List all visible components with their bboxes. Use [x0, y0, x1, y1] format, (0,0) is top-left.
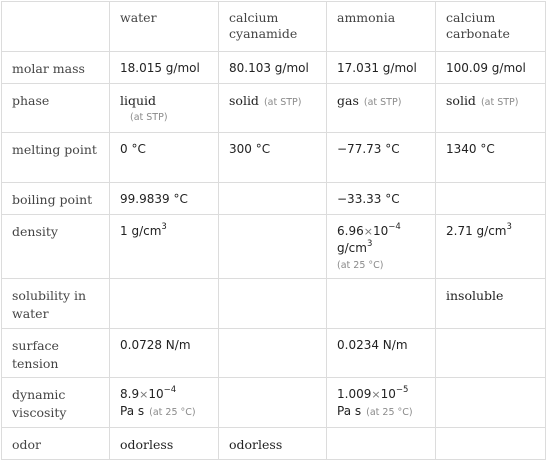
mantissa: 6.96: [337, 224, 364, 238]
row-label-phase: phase: [2, 84, 110, 133]
col-header-calcium-carbonate: calcium carbonate: [436, 2, 546, 52]
phase-condition-note: (at STP): [263, 97, 302, 108]
row-label-boiling-point: boiling point: [2, 183, 110, 215]
density-value: 2.71 g/cm: [446, 224, 507, 238]
cell-density-water: [110, 215, 219, 279]
cell-molar-mass-carbonate: 100.09 g/mol: [436, 52, 546, 84]
phase-condition-note: (at STP): [363, 97, 402, 108]
row-label-molar-mass: molar mass: [2, 52, 110, 84]
cell-phase-cyanamide: [219, 84, 327, 133]
cell-viscosity-water: [110, 378, 219, 428]
cell-viscosity-cyanamide: [219, 378, 327, 428]
cell-molar-mass-cyanamide: 80.103 g/mol: [219, 52, 327, 84]
mantissa: 8.9: [120, 387, 140, 401]
cell-odor-ammonia: [327, 428, 436, 460]
cell-surface-tension-ammonia: 0.0234 N/m: [327, 329, 436, 378]
phase-value: solid: [446, 93, 476, 108]
table-row-molar-mass: [2, 52, 546, 84]
cell-boiling-carbonate: [436, 183, 546, 215]
cell-solubility-cyanamide: [219, 279, 327, 329]
cell-boiling-ammonia: −33.33 °C: [327, 183, 436, 215]
cell-solubility-ammonia: [327, 279, 436, 329]
cell-density-carbonate: [436, 215, 546, 279]
table-row-melting-point: [2, 133, 546, 183]
cell-melting-ammonia: −77.73 °C: [327, 133, 436, 183]
mantissa: 1.009: [337, 387, 372, 401]
cell-odor-water: odorless: [110, 428, 219, 460]
table-row-phase: [2, 84, 546, 133]
cell-melting-water: 0 °C: [110, 133, 219, 183]
times-sign: ×: [139, 388, 149, 401]
cell-melting-cyanamide: 300 °C: [219, 133, 327, 183]
cell-density-cyanamide: [219, 215, 327, 279]
row-label-odor: odor: [2, 428, 110, 460]
col-header-water: water: [110, 2, 219, 52]
col-header-calcium-cyanamide: calcium cyanamide: [219, 2, 327, 52]
viscosity-condition-note: (at 25 °C): [149, 407, 196, 418]
phase-value: liquid: [120, 93, 157, 108]
col-header-ammonia: ammonia: [327, 2, 436, 52]
cell-surface-tension-carbonate: [436, 329, 546, 378]
header-row: [2, 2, 546, 52]
row-label-solubility: solubility in water: [2, 279, 110, 329]
table-row-viscosity: [2, 378, 546, 428]
phase-condition-note: (at STP): [130, 112, 168, 123]
row-label-density: density: [2, 215, 110, 279]
unit: g/cm: [337, 241, 367, 255]
cell-phase-ammonia: [327, 84, 436, 133]
table-row-surface-tension: [2, 329, 546, 378]
cell-surface-tension-water: 0.0728 N/m: [110, 329, 219, 378]
exponent: −4: [163, 385, 177, 395]
cell-melting-carbonate: 1340 °C: [436, 133, 546, 183]
cell-solubility-water: [110, 279, 219, 329]
exponent: 3: [161, 222, 167, 232]
row-label-surface-tension: surface tension: [2, 329, 110, 378]
table-row-boiling-point: [2, 183, 546, 215]
cell-boiling-cyanamide: [219, 183, 327, 215]
cell-viscosity-carbonate: [436, 378, 546, 428]
exponent: −4: [388, 222, 401, 232]
exponent: −5: [395, 385, 409, 395]
density-condition-note: (at 25 °C): [337, 260, 384, 271]
row-label-melting-point: melting point: [2, 133, 110, 183]
cell-solubility-carbonate: insoluble: [436, 279, 546, 329]
density-value: 1 g/cm: [120, 224, 162, 238]
cell-phase-carbonate: [436, 84, 546, 133]
unit-exponent: 3: [366, 239, 373, 249]
properties-table: [1, 1, 546, 460]
cell-viscosity-ammonia: [327, 378, 436, 428]
phase-condition-note: (at STP): [480, 97, 519, 108]
cell-surface-tension-cyanamide: [219, 329, 327, 378]
cell-odor-carbonate: [436, 428, 546, 460]
cell-molar-mass-water: 18.015 g/mol: [110, 52, 219, 84]
exponent: 3: [506, 222, 512, 232]
corner-cell: [2, 2, 110, 52]
base: 10: [380, 387, 396, 401]
base: 10: [372, 224, 389, 238]
cell-density-ammonia: [327, 215, 436, 279]
table-row-odor: [2, 428, 546, 460]
unit: Pa s: [120, 404, 145, 418]
row-label-viscosity: dynamic viscosity: [2, 378, 110, 428]
base: 10: [148, 387, 164, 401]
times-sign: ×: [363, 225, 373, 238]
cell-molar-mass-ammonia: 17.031 g/mol: [327, 52, 436, 84]
table-row-solubility: [2, 279, 546, 329]
table-row-density: [2, 215, 546, 279]
cell-odor-cyanamide: odorless: [219, 428, 327, 460]
unit: Pa s: [337, 404, 362, 418]
times-sign: ×: [371, 388, 381, 401]
phase-value: gas: [337, 93, 359, 108]
cell-boiling-water: 99.9839 °C: [110, 183, 219, 215]
viscosity-condition-note: (at 25 °C): [366, 407, 413, 418]
phase-value: solid: [229, 93, 259, 108]
cell-phase-water: [110, 84, 219, 133]
